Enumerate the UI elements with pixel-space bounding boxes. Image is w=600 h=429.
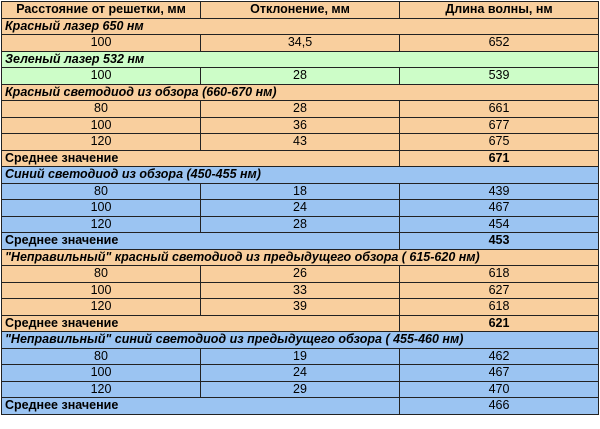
average-label: Среднее значение: [2, 315, 400, 332]
distance-cell: 120: [2, 381, 201, 398]
distance-cell: 120: [2, 216, 201, 233]
distance-cell: 80: [2, 101, 201, 118]
average-row: [2, 315, 599, 332]
section-title-row: [2, 167, 599, 184]
table-row: [2, 35, 599, 52]
table-row: [2, 216, 599, 233]
deviation-cell: 39: [201, 299, 400, 316]
header-deviation: Отклонение, мм: [201, 2, 400, 19]
table-row: [2, 134, 599, 151]
section-title: "Неправильный" синий светодиод из предыдущего обзора ( 455-460 нм): [2, 332, 599, 349]
deviation-cell: 18: [201, 183, 400, 200]
deviation-cell: 24: [201, 365, 400, 382]
deviation-cell: 24: [201, 200, 400, 217]
table-row: [2, 348, 599, 365]
section-title-row: [2, 249, 599, 266]
table-row: [2, 381, 599, 398]
deviation-cell: 36: [201, 117, 400, 134]
section-title-row: [2, 51, 599, 68]
deviation-cell: 26: [201, 266, 400, 283]
average-row: [2, 233, 599, 250]
wavelength-table: [1, 1, 599, 415]
deviation-cell: 19: [201, 348, 400, 365]
section-title: Красный светодиод из обзора (660-670 нм): [2, 84, 599, 101]
average-row: [2, 150, 599, 167]
wavelength-cell: 470: [400, 381, 599, 398]
distance-cell: 120: [2, 299, 201, 316]
section-title-row: [2, 332, 599, 349]
distance-cell: 100: [2, 117, 201, 134]
distance-cell: 100: [2, 68, 201, 85]
distance-cell: 80: [2, 266, 201, 283]
table-row: [2, 365, 599, 382]
wavelength-cell: 677: [400, 117, 599, 134]
wavelength-cell: 661: [400, 101, 599, 118]
table-row: [2, 101, 599, 118]
wavelength-cell: 618: [400, 266, 599, 283]
distance-cell: 100: [2, 200, 201, 217]
deviation-cell: 43: [201, 134, 400, 151]
wavelength-cell: 539: [400, 68, 599, 85]
distance-cell: 100: [2, 282, 201, 299]
wavelength-cell: 439: [400, 183, 599, 200]
average-value: 671: [400, 150, 599, 167]
deviation-cell: 28: [201, 68, 400, 85]
deviation-cell: 33: [201, 282, 400, 299]
header-wavelength: Длина волны, нм: [400, 2, 599, 19]
deviation-cell: 28: [201, 101, 400, 118]
deviation-cell: 28: [201, 216, 400, 233]
header-distance: Расстояние от решетки, мм: [2, 2, 201, 19]
average-label: Среднее значение: [2, 398, 400, 415]
wavelength-cell: 627: [400, 282, 599, 299]
section-title: Синий светодиод из обзора (450-455 нм): [2, 167, 599, 184]
average-value: 453: [400, 233, 599, 250]
header-row: [2, 2, 599, 19]
table-row: [2, 117, 599, 134]
wavelength-cell: 467: [400, 365, 599, 382]
average-label: Среднее значение: [2, 150, 400, 167]
table-row: [2, 68, 599, 85]
table-row: [2, 183, 599, 200]
wavelength-cell: 462: [400, 348, 599, 365]
distance-cell: 120: [2, 134, 201, 151]
wavelength-cell: 467: [400, 200, 599, 217]
section-title-row: [2, 18, 599, 35]
wavelength-cell: 652: [400, 35, 599, 52]
average-row: [2, 398, 599, 415]
section-title: "Неправильный" красный светодиод из предыдущего обзора ( 615-620 нм): [2, 249, 599, 266]
average-value: 466: [400, 398, 599, 415]
section-title-row: [2, 84, 599, 101]
distance-cell: 80: [2, 348, 201, 365]
average-label: Среднее значение: [2, 233, 400, 250]
distance-cell: 80: [2, 183, 201, 200]
table-row: [2, 266, 599, 283]
table-body: [2, 2, 599, 415]
deviation-cell: 34,5: [201, 35, 400, 52]
distance-cell: 100: [2, 365, 201, 382]
wavelength-cell: 675: [400, 134, 599, 151]
deviation-cell: 29: [201, 381, 400, 398]
section-title: Зеленый лазер 532 нм: [2, 51, 599, 68]
average-value: 621: [400, 315, 599, 332]
table-row: [2, 200, 599, 217]
table-row: [2, 282, 599, 299]
wavelength-cell: 618: [400, 299, 599, 316]
section-title: Красный лазер 650 нм: [2, 18, 599, 35]
wavelength-cell: 454: [400, 216, 599, 233]
distance-cell: 100: [2, 35, 201, 52]
table-row: [2, 299, 599, 316]
